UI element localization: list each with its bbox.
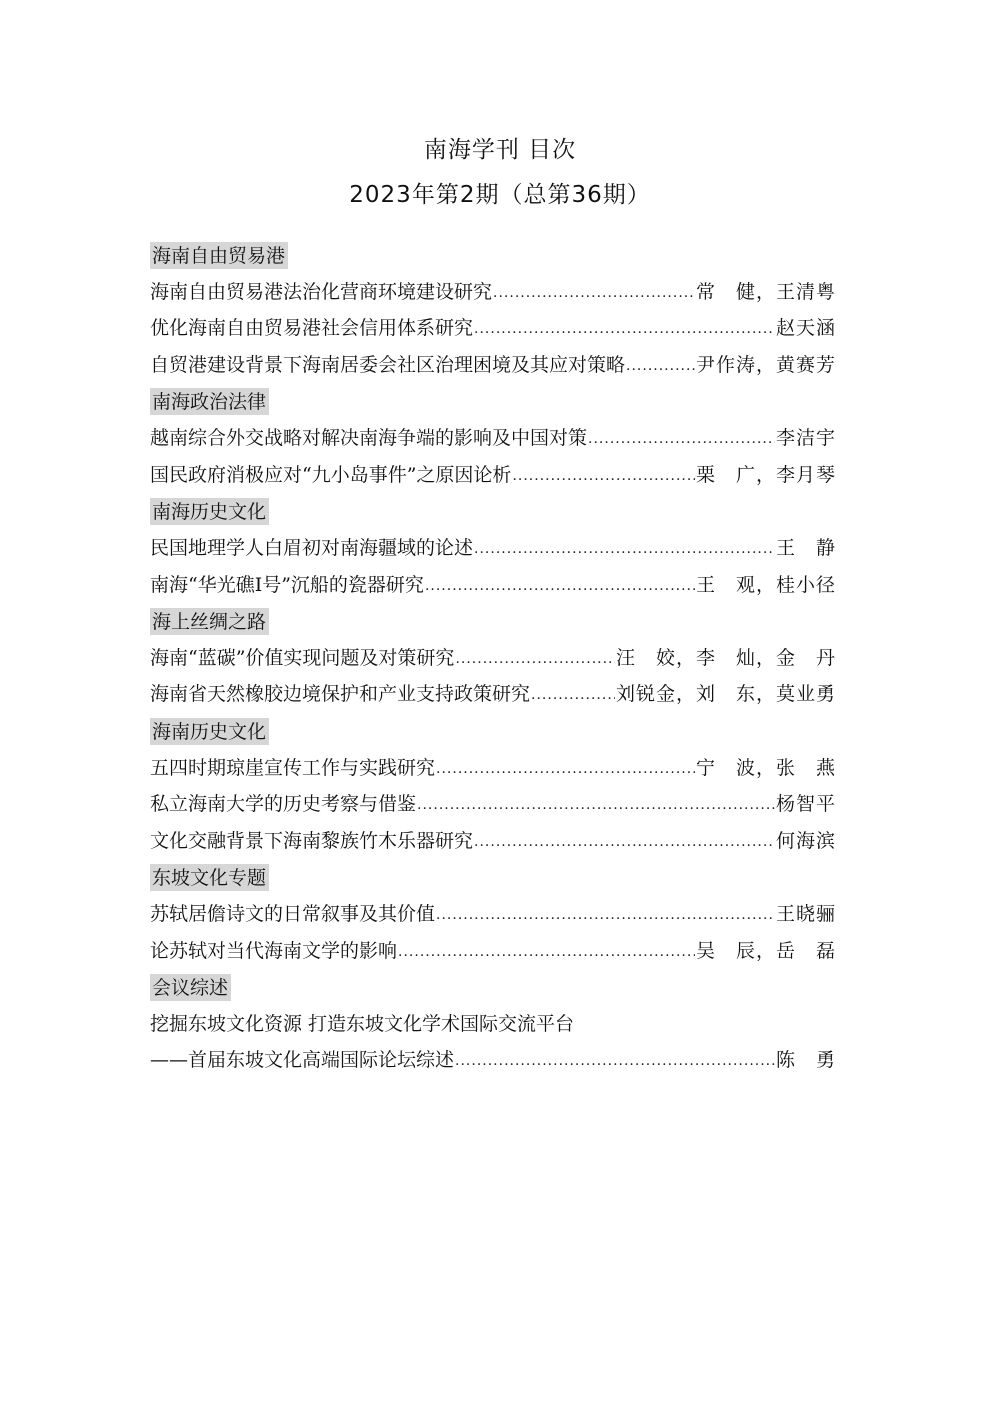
entry-authors: 王晓骊 <box>775 902 836 925</box>
dot-leader <box>455 651 615 671</box>
section-heading <box>150 969 836 1006</box>
entry-title: 南海“华光礁Ⅰ号”沉船的瓷器研究 <box>150 573 424 596</box>
section-label: 海南自由贸易港 <box>150 242 288 269</box>
section-heading <box>150 713 836 750</box>
dot-leader <box>512 468 695 488</box>
entry-authors: 王 观，桂小径 <box>695 573 836 596</box>
section-label: 南海历史文化 <box>150 498 269 525</box>
entry-authors: 陈 勇 <box>775 1049 836 1072</box>
section-label: 海南历史文化 <box>150 718 269 745</box>
section-heading <box>150 859 836 896</box>
entry-title: ——首届东坡文化高端国际论坛综述 <box>150 1049 455 1072</box>
table-of-contents <box>150 237 836 1079</box>
section-label: 东坡文化专题 <box>150 864 269 891</box>
entry-authors: 何海滨 <box>775 829 836 852</box>
toc-entry-title-line[interactable] <box>150 1005 836 1042</box>
dot-leader <box>626 358 695 378</box>
toc-entry[interactable] <box>150 347 836 384</box>
toc-entry[interactable] <box>150 420 836 457</box>
section-heading <box>150 493 836 530</box>
entry-title: 私立海南大学的历史考察与借鉴 <box>150 793 417 816</box>
toc-entry[interactable] <box>150 640 836 677</box>
entry-authors: 常 健，王清粤 <box>695 280 836 303</box>
entry-authors: 王 静 <box>775 537 836 560</box>
entry-title: 越南综合外交战略对解决南海争端的影响及中国对策 <box>150 427 588 450</box>
dot-leader <box>455 1053 775 1073</box>
toc-entry[interactable] <box>150 530 836 567</box>
section-heading <box>150 237 836 274</box>
entry-title: 海南自由贸易港法治化营商环境建设研究 <box>150 280 493 303</box>
entry-authors: 汪 姣，李 灿，金 丹 <box>615 646 836 669</box>
section-heading <box>150 603 836 640</box>
journal-title: 南海学刊 目次 <box>423 137 577 163</box>
dot-leader <box>425 578 695 598</box>
toc-entry[interactable] <box>150 274 836 311</box>
entry-authors: 宁 波，张 燕 <box>695 756 836 779</box>
dot-leader <box>493 285 695 305</box>
dot-leader <box>436 761 695 781</box>
entry-title: 自贸港建设背景下海南居委会社区治理困境及其应对策略 <box>150 354 626 377</box>
dot-leader <box>436 907 775 927</box>
entry-title: 文化交融背景下海南黎族竹木乐器研究 <box>150 829 474 852</box>
entry-authors: 杨智平 <box>775 793 836 816</box>
section-heading <box>150 383 836 420</box>
dot-leader <box>588 431 775 451</box>
entry-title: 论苏轼对当代海南文学的影响 <box>150 939 398 962</box>
entry-authors: 赵天涵 <box>775 317 836 340</box>
entry-title: 国民政府消极应对“九小岛事件”之原因论析 <box>150 463 512 486</box>
dot-leader <box>417 797 775 817</box>
section-label: 会议综述 <box>150 974 231 1001</box>
section-label: 海上丝绸之路 <box>150 608 269 635</box>
toc-entry[interactable] <box>150 749 836 786</box>
dot-leader <box>474 321 775 341</box>
toc-entry[interactable] <box>150 566 836 603</box>
toc-entry[interactable] <box>150 457 836 494</box>
entry-authors: 李洁宇 <box>775 427 836 450</box>
dot-leader <box>474 834 775 854</box>
entry-title: 民国地理学人白眉初对南海疆域的论述 <box>150 537 474 560</box>
entry-authors: 尹作涛，黄赛芳 <box>695 354 836 377</box>
issue-title: 2023年第2期（总第36期） <box>349 182 651 208</box>
toc-entry[interactable] <box>150 786 836 823</box>
entry-authors: 栗 广，李月琴 <box>695 463 836 486</box>
entry-title: 苏轼居儋诗文的日常叙事及其价值 <box>150 902 436 925</box>
toc-entry[interactable] <box>150 932 836 969</box>
entry-authors: 刘锐金，刘 东，莫业勇 <box>615 683 836 706</box>
toc-entry[interactable] <box>150 676 836 713</box>
entry-title: 海南省天然橡胶边境保护和产业支持政策研究 <box>150 683 531 706</box>
toc-entry[interactable] <box>150 896 836 933</box>
entry-title: 海南“蓝碳”价值实现问题及对策研究 <box>150 646 455 669</box>
toc-entry[interactable] <box>150 310 836 347</box>
dot-leader <box>531 687 615 707</box>
section-label: 南海政治法律 <box>150 388 269 415</box>
entry-title: 五四时期琼崖宣传工作与实践研究 <box>150 756 436 779</box>
dot-leader <box>398 944 695 964</box>
entry-title-line1: 挖掘东坡文化资源 打造东坡文化学术国际交流平台 <box>150 1012 575 1035</box>
entry-title: 优化海南自由贸易港社会信用体系研究 <box>150 317 474 340</box>
entry-authors: 吴 辰，岳 磊 <box>695 939 836 962</box>
dot-leader <box>474 541 775 561</box>
toc-entry[interactable] <box>150 1042 836 1079</box>
toc-entry[interactable] <box>150 823 836 860</box>
